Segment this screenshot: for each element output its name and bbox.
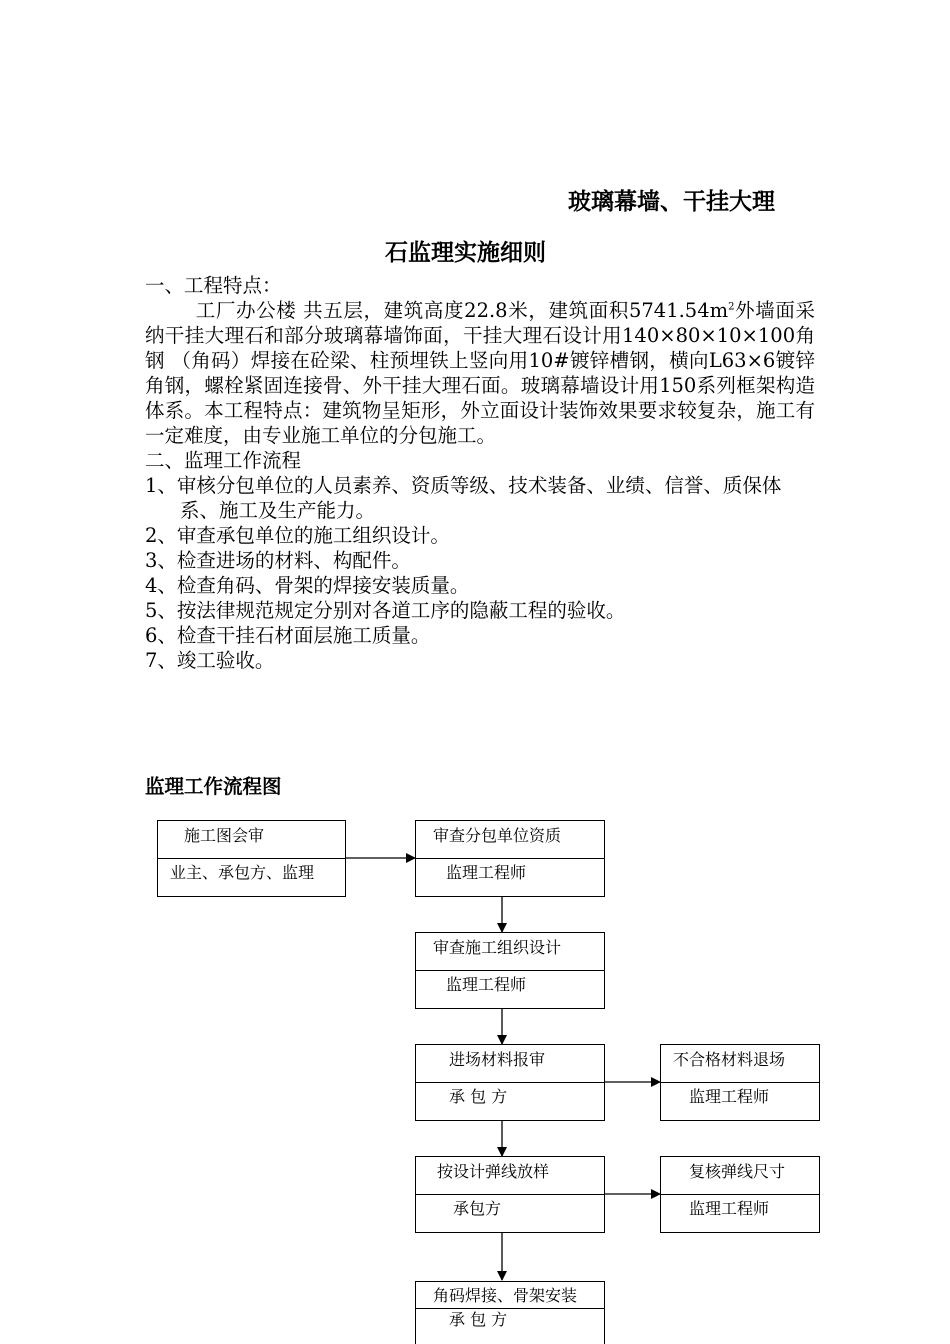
paragraph-text-end: 外墙面采纳干挂大理石和部分玻璃幕墙饰面，干挂大理石设计用140×80×10×100角钢 （角码）焊接在砼梁、柱预埋铁上竖向用10#镀锌槽钢，横向L63×6镀锌角钢，螺栓紧固连接骨、外干挂大理石面。玻璃幕墙设计用150系列框架构造体系。本工程特点：建筑物呈矩形，外立面设计装饰效果要求较复杂，施工有一定难度，由专业施工单位的分包施工。 bbox=[145, 299, 815, 447]
list-item: 3、检查进场的材料、构配件。 bbox=[145, 549, 411, 572]
flow-box-title: 审查分包单位资质 bbox=[416, 821, 604, 859]
flow-box-role: 业主、承包方、监理 bbox=[170, 863, 315, 882]
flow-box-role: 监理工程师 bbox=[446, 863, 527, 882]
flow-box-check-marking bbox=[660, 1156, 820, 1233]
flow-box-title: 进场材料报审 bbox=[416, 1045, 604, 1083]
flow-box-title: 按设计弹线放样 bbox=[416, 1157, 604, 1195]
list-item: 1、审核分包单位的人员素养、资质等级、技术装备、业绩、信誉、质保体系、施工及生产能力。 bbox=[145, 474, 782, 522]
list-item: 5、按法律规范规定分别对各道工序的隐蔽工程的验收。 bbox=[145, 599, 626, 622]
list-item: 7、竣工验收。 bbox=[145, 649, 275, 672]
flow-box-title: 审查施工组织设计 bbox=[416, 933, 604, 971]
superscript-2: 2 bbox=[728, 301, 735, 313]
section1-heading: 一、工程特点： bbox=[145, 274, 282, 297]
flow-box-reject-material bbox=[660, 1044, 820, 1121]
flow-box-title: 不合格材料退场 bbox=[661, 1045, 819, 1083]
flowchart-title: 监理工作流程图 bbox=[145, 775, 282, 798]
flow-box-frame-installation bbox=[415, 1281, 605, 1344]
flow-box-subcontractor-qualification bbox=[415, 820, 605, 897]
flow-box-layout-marking bbox=[415, 1156, 605, 1233]
flow-box-drawing-review bbox=[157, 820, 346, 897]
flow-box-construction-plan-review bbox=[415, 932, 605, 1009]
flow-box-title: 角码焊接、骨架安装 bbox=[416, 1282, 604, 1309]
list-item: 4、检查角码、骨架的焊接安装质量。 bbox=[145, 574, 470, 597]
flow-box-role: 承 包 方 bbox=[449, 1310, 508, 1329]
flow-box-title: 施工图会审 bbox=[158, 821, 345, 859]
flow-box-role: 监理工程师 bbox=[689, 1087, 770, 1106]
flow-box-role: 承包方 bbox=[453, 1199, 502, 1218]
flow-box-role: 承 包 方 bbox=[449, 1087, 508, 1106]
list-item: 2、审查承包单位的施工组织设计。 bbox=[145, 524, 450, 547]
document-title-line2: 石监理实施细则 bbox=[385, 240, 546, 266]
section2-heading: 二、监理工作流程 bbox=[145, 449, 302, 472]
flow-box-material-submission bbox=[415, 1044, 605, 1121]
flow-box-role: 监理工程师 bbox=[689, 1199, 770, 1218]
paragraph-text-start: 工厂办公楼 共五层，建筑高度22.8米，建筑面积5741.54m bbox=[195, 299, 729, 322]
list-item: 6、检查干挂石材面层施工质量。 bbox=[145, 624, 431, 647]
document-title-line1: 玻璃幕墙、干挂大理 bbox=[568, 189, 775, 215]
flow-box-role: 监理工程师 bbox=[446, 975, 527, 994]
flow-box-title: 复核弹线尺寸 bbox=[661, 1157, 819, 1195]
